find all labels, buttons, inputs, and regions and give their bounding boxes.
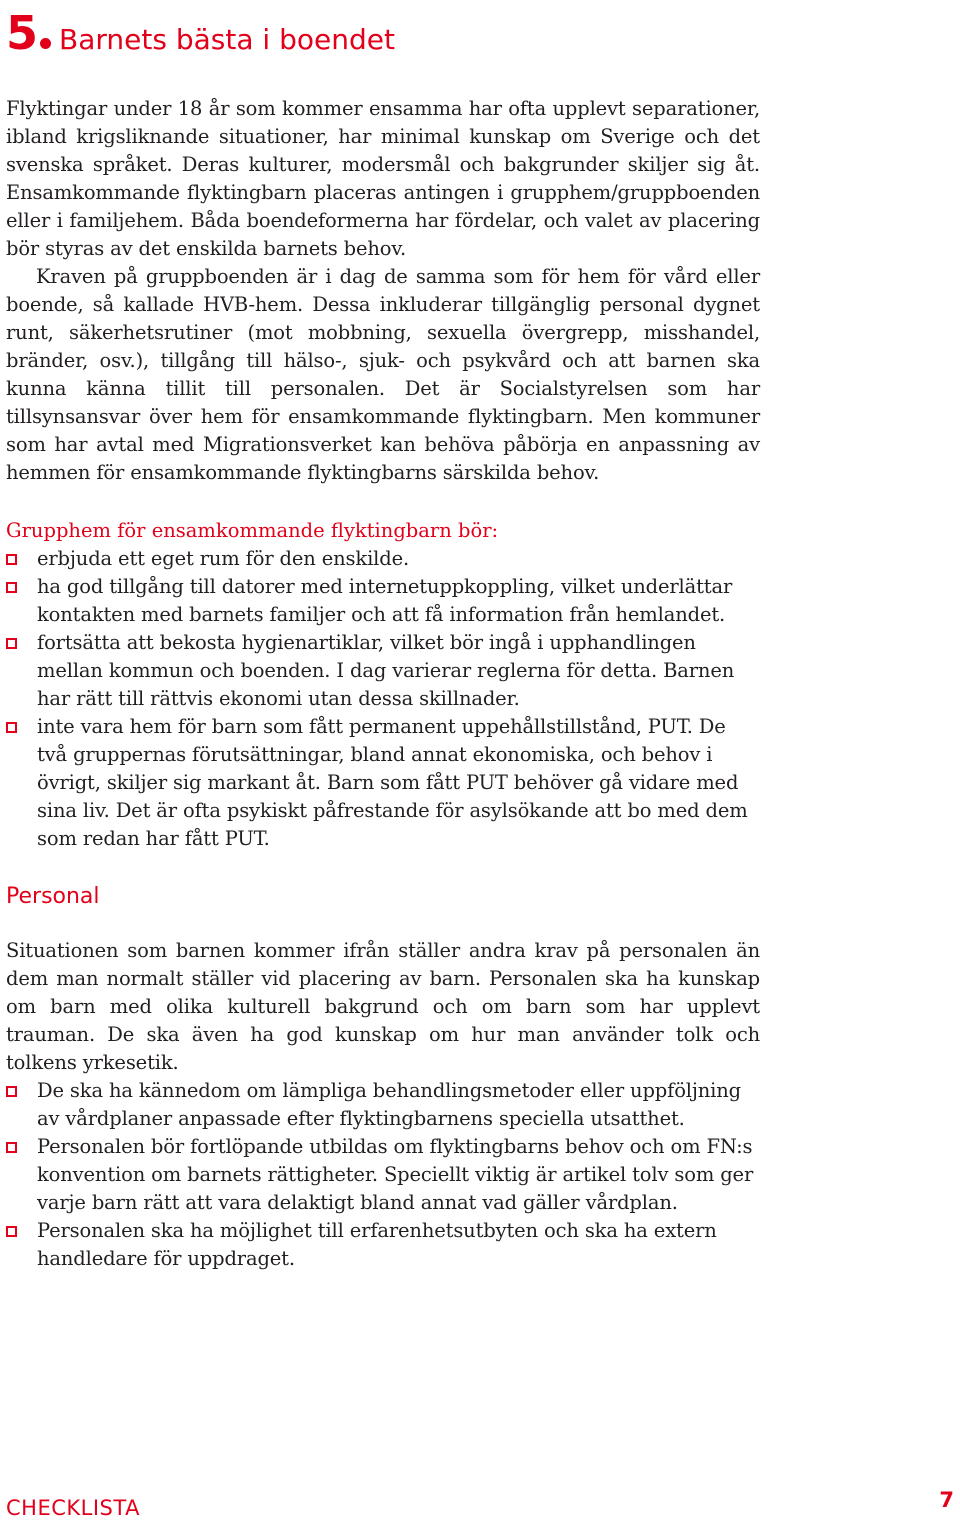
page-number: 7: [939, 1488, 954, 1512]
checkbox-bullet-icon: [6, 722, 17, 733]
personal-heading: Personal: [6, 884, 100, 909]
list-item: [6, 629, 760, 713]
list-item-text: fortsätta att bekosta hygienartiklar, vilket bör ingå i upphandlingen mellan kommun och boenden. I dag varierar reglerna för detta. Barnen har rätt till rättvis ekonomi utan dessa skillnader.: [37, 631, 735, 710]
chapter-title: Barnets bästa i boendet: [59, 23, 395, 56]
intro-paragraph-2: Kraven på gruppboenden är i dag de samma som för hem för vård eller boende, så kallade HVB-hem. Dessa inkluderar tillgänglig personal dygnet runt, säkerhetsrutiner (mot mobbning, sexuella övergrepp, misshandel, bränder, osv.), tillgång till hälso-, sjuk- och psykvård och att barnen ska kunna känna tillit till personalen. Det är Socialstyrelsen som har tillsynsansvar över hem för ensamkommande flyktingbarn. Men kommuner som har avtal med Migrationsverket kan behöva påbörja en anpassning av hemmen för ensamkommande flyktingbarns särskilda behov.: [6, 265, 760, 484]
list-item-text: De ska ha kännedom om lämpliga behandlingsmetoder eller uppföljning av vårdplaner anpassade efter flyktingbarnens speciella utsatthet.: [37, 1079, 742, 1130]
checkbox-bullet-icon: [6, 554, 17, 565]
list-item: [6, 713, 760, 853]
checkbox-bullet-icon: [6, 638, 17, 649]
list-item: [6, 1077, 760, 1133]
checkbox-bullet-icon: [6, 582, 17, 593]
checkbox-bullet-icon: [6, 1086, 17, 1097]
chapter-heading: [6, 6, 395, 63]
list-item: [6, 1217, 760, 1273]
grupphem-heading: Grupphem för ensamkommande flyktingbarn bör:: [6, 519, 499, 542]
intro-paragraph-1: Flyktingar under 18 år som kommer ensamma har ofta upplevt separationer, ibland krigsliknande situationer, har minimal kunskap om Sverige och det svenska språket. Deras kulturer, modersmål och bakgrunder skiljer sig åt. Ensamkommande flyktingbarn placeras antingen i grupphem/gruppboenden eller i familjehem. Båda boendeformerna har fördelar, och valet av placering bör styras av det enskilda barnets behov.: [6, 97, 760, 260]
checkbox-bullet-icon: [6, 1226, 17, 1237]
chapter-number: 5: [6, 6, 38, 60]
list-item: [6, 1133, 760, 1217]
checkbox-bullet-icon: [6, 1142, 17, 1153]
list-item-text: ha god tillgång till datorer med internetuppkoppling, vilket underlättar kontakten med barnets familjer och att få information från hemlandet.: [37, 575, 733, 626]
list-item-text: Personalen bör fortlöpande utbildas om flyktingbarns behov och om FN:s konvention om barnets rättigheter. Speciellt viktig är artikel tolv som ger varje barn rätt att vara delaktigt bland annat vad gäller vårdplan.: [37, 1135, 754, 1214]
personal-list: [6, 1077, 760, 1273]
list-item: [6, 573, 760, 629]
personal-section: [6, 937, 760, 1077]
footer-label: CHECKLISTA: [6, 1496, 140, 1520]
grupphem-list: [6, 545, 760, 853]
personal-paragraph: Situationen som barnen kommer ifrån ställer andra krav på personalen än dem man normalt ställer vid placering av barn. Personalen ska ha kunskap om barn med olika kulturell bakgrund och om barn som har upplevt trauman. De ska även ha god kunskap om hur man använder tolk och tolkens yrkesetik.: [6, 939, 760, 1074]
list-item-text: erbjuda ett eget rum för den enskilde.: [37, 547, 410, 570]
list-item-text: Personalen ska ha möjlighet till erfarenhetsutbyten och ska ha extern handledare för uppdraget.: [37, 1219, 717, 1270]
chapter-dot-icon: [40, 38, 51, 49]
intro-section: [6, 95, 760, 487]
list-item: [6, 545, 760, 573]
list-item-text: inte vara hem för barn som fått permanent uppehållstillstånd, PUT. De två gruppernas förutsättningar, bland annat ekonomiska, och behov i övrigt, skiljer sig markant åt. Barn som fått PUT behöver gå vidare med sina liv. Det är ofta psykiskt påfrestande för asylsökande att bo med dem som redan har fått PUT.: [37, 715, 748, 850]
